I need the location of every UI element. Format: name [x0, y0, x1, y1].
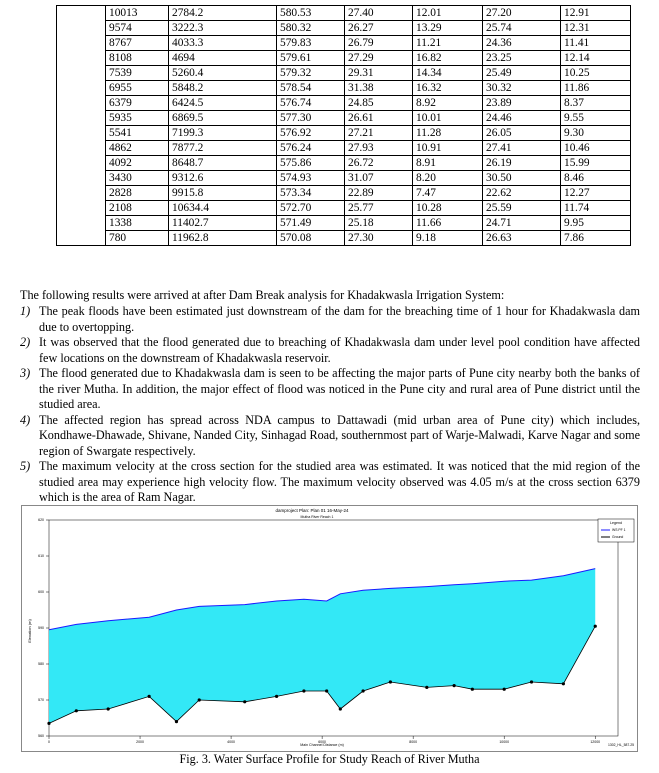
x-tick-label: 4000 — [227, 740, 235, 744]
table-cell: 13.29 — [413, 21, 483, 36]
table-cell: 10.46 — [561, 141, 631, 156]
table-cell: 7539 — [106, 66, 169, 81]
table-cell: 22.62 — [483, 186, 561, 201]
list-text: It was observed that the flood generated due to breaching of Khadakwasla dam under level pool condition have affected few locations on the downstream of Khadakwasla reservoir. — [39, 335, 640, 365]
table-cell: 9.30 — [561, 126, 631, 141]
ground-point — [503, 688, 506, 691]
table-cell: 10.91 — [413, 141, 483, 156]
legend — [598, 519, 634, 542]
table-cell: 580.32 — [277, 21, 345, 36]
chart-subheader: Mutha River Reach 1 — [300, 515, 334, 519]
y-tick-label: 610 — [38, 554, 44, 559]
table-row — [57, 21, 631, 36]
table-cell: 23.89 — [483, 96, 561, 111]
table-cell: 12.14 — [561, 51, 631, 66]
table-cell: 5541 — [106, 126, 169, 141]
y-tick-label: 580 — [38, 662, 44, 667]
table-cell: 11962.8 — [169, 231, 277, 246]
table-cell: 8.92 — [413, 96, 483, 111]
table-cell: 5935 — [106, 111, 169, 126]
table-cell: 12.27 — [561, 186, 631, 201]
list-item — [20, 366, 640, 413]
list-item — [20, 304, 640, 335]
ground-point — [530, 680, 533, 683]
table-cell: 577.30 — [277, 111, 345, 126]
table-row — [57, 156, 631, 171]
table-cell: 4092 — [106, 156, 169, 171]
table-cell: 5260.4 — [169, 66, 277, 81]
y-tick-label: 560 — [38, 734, 44, 739]
table-cell: 30.50 — [483, 171, 561, 186]
y-axis-label: Elevation (m) — [27, 619, 32, 643]
ground-point — [594, 625, 597, 628]
ground-point — [562, 682, 565, 685]
list-number: 5) — [20, 459, 31, 473]
table-row — [57, 81, 631, 96]
x-tick-label: 10000 — [499, 740, 510, 744]
table-cell: 6869.5 — [169, 111, 277, 126]
table-lead-cell — [57, 6, 106, 246]
y-tick-label: 600 — [38, 590, 44, 595]
table-cell: 11.21 — [413, 36, 483, 51]
table-cell: 573.34 — [277, 186, 345, 201]
table-cell: 29.31 — [345, 66, 413, 81]
table-cell: 576.24 — [277, 141, 345, 156]
x-axis-label: Main Channel Distance (m) — [300, 743, 344, 747]
legend-label-ground: Ground — [612, 535, 624, 540]
table-cell: 2828 — [106, 186, 169, 201]
table-cell: 8.46 — [561, 171, 631, 186]
table-cell: 27.93 — [345, 141, 413, 156]
profile-chart — [22, 506, 637, 751]
ground-point — [471, 688, 474, 691]
ground-point — [339, 707, 342, 710]
data-table — [56, 5, 631, 246]
table-row — [57, 171, 631, 186]
table-cell: 570.08 — [277, 231, 345, 246]
table-row — [57, 231, 631, 246]
table-cell: 27.20 — [483, 6, 561, 21]
list-number: 1) — [20, 304, 31, 318]
table-cell: 1338 — [106, 216, 169, 231]
ground-point — [175, 720, 178, 723]
table-cell: 30.32 — [483, 81, 561, 96]
table-cell: 10.28 — [413, 201, 483, 216]
table-cell: 26.05 — [483, 126, 561, 141]
table-cell: 7877.2 — [169, 141, 277, 156]
list-number: 4) — [20, 412, 31, 427]
table-cell: 4862 — [106, 141, 169, 156]
table-cell: 579.83 — [277, 36, 345, 51]
table-cell: 6424.5 — [169, 96, 277, 111]
table-cell: 11.41 — [561, 36, 631, 51]
list-text: The flood generated due to Khadakwasla dam is seen to be affecting the major parts of Pune city nearby both the banks of the river Mutha. In addition, the major effect of flood was noticed in the Pune city and rural area of Pune district until the studied area. — [39, 366, 640, 411]
results-list — [20, 304, 640, 506]
water-fill — [49, 569, 595, 724]
ground-point — [75, 709, 78, 712]
table-cell: 8648.7 — [169, 156, 277, 171]
table-cell: 3430 — [106, 171, 169, 186]
table-cell: 7.47 — [413, 186, 483, 201]
ground-point — [107, 707, 110, 710]
table-cell: 8.37 — [561, 96, 631, 111]
table-cell: 574.93 — [277, 171, 345, 186]
table-row — [57, 141, 631, 156]
figure-caption: Fig. 3. Water Surface Profile for Study Reach of River Mutha — [179, 752, 480, 766]
table-cell: 579.32 — [277, 66, 345, 81]
table-row — [57, 186, 631, 201]
table-cell: 16.82 — [413, 51, 483, 66]
table-row — [57, 126, 631, 141]
table-cell: 27.40 — [345, 6, 413, 21]
table-cell: 10634.4 — [169, 201, 277, 216]
ground-point — [302, 689, 305, 692]
table-row — [57, 111, 631, 126]
table-cell: 26.19 — [483, 156, 561, 171]
table-cell: 7.86 — [561, 231, 631, 246]
list-text: The affected region has spread across NDA campus to Dattawadi (mid urban area of Pune city) which includes, Kondhawe-Dhawade, Shivane, Nanded City, Sinhagad Road, southernmost part of Warje-Malwadi, Karve Nagar and some region of Swargate respectively. — [39, 412, 640, 458]
table-row — [57, 51, 631, 66]
ground-point — [243, 700, 246, 703]
corner-note: 1302_HL_587.25 — [607, 743, 634, 747]
table-cell: 11.66 — [413, 216, 483, 231]
y-tick-label: 570 — [38, 698, 44, 703]
table-cell: 26.27 — [345, 21, 413, 36]
ground-point — [148, 695, 151, 698]
chart-header: damproject Plan: Plan 01 16-May-24 — [275, 508, 349, 513]
table-cell: 8108 — [106, 51, 169, 66]
ground-point — [198, 698, 201, 701]
list-text: The maximum velocity at the cross section for the studied area was estimated. It was noticed that the mid region of the studied area may experience high velocity flow. The maximum velocity observed was 4.05 m/s at the cross section 6379 which is the area of Ram Nagar. — [39, 459, 640, 504]
table-cell: 11.74 — [561, 201, 631, 216]
y-tick-label: 620 — [38, 518, 44, 523]
table-cell: 10.01 — [413, 111, 483, 126]
ground-point — [361, 689, 364, 692]
table-cell: 23.25 — [483, 51, 561, 66]
table-cell: 27.41 — [483, 141, 561, 156]
list-number: 2) — [20, 335, 31, 349]
table-cell: 25.77 — [345, 201, 413, 216]
list-item — [20, 459, 640, 506]
table-cell: 27.21 — [345, 126, 413, 141]
y-tick-label: 590 — [38, 626, 44, 631]
ground-point — [325, 689, 328, 692]
table-cell: 572.70 — [277, 201, 345, 216]
ground-point — [425, 686, 428, 689]
intro-paragraph: The following results were arrived at after Dam Break analysis for Khadakwasla Irrigation System: — [20, 288, 505, 302]
legend-title: Legend — [610, 521, 622, 525]
table-body — [57, 6, 631, 246]
table-cell: 24.46 — [483, 111, 561, 126]
table-row — [57, 6, 631, 21]
table-cell: 10.25 — [561, 66, 631, 81]
table-cell: 24.71 — [483, 216, 561, 231]
ground-point — [47, 722, 50, 725]
table-cell: 27.29 — [345, 51, 413, 66]
ground-point — [275, 695, 278, 698]
water-surface-profile-figure — [21, 505, 638, 752]
table-cell: 31.07 — [345, 171, 413, 186]
table-cell: 5848.2 — [169, 81, 277, 96]
x-tick-label: 2000 — [136, 740, 144, 744]
table-row — [57, 216, 631, 231]
table-cell: 12.01 — [413, 6, 483, 21]
table-cell: 12.91 — [561, 6, 631, 21]
table-row — [57, 201, 631, 216]
table-cell: 4694 — [169, 51, 277, 66]
table-row — [57, 36, 631, 51]
x-tick-label: 6000 — [318, 740, 327, 744]
table-cell: 14.34 — [413, 66, 483, 81]
table-cell: 9574 — [106, 21, 169, 36]
table-cell: 578.54 — [277, 81, 345, 96]
list-number: 3) — [20, 366, 31, 380]
list-text: The peak floods have been estimated just downstream of the dam for the breaching time of 1 hour for Khadakwasla dam due to overtopping. — [39, 304, 640, 334]
table-cell: 8.91 — [413, 156, 483, 171]
table-cell: 4033.3 — [169, 36, 277, 51]
x-tick-label: 0 — [48, 740, 50, 744]
data-table-wrapper — [56, 5, 631, 246]
table-cell: 9915.8 — [169, 186, 277, 201]
table-cell: 9.55 — [561, 111, 631, 126]
table-cell: 6955 — [106, 81, 169, 96]
table-cell: 576.92 — [277, 126, 345, 141]
table-cell: 9312.6 — [169, 171, 277, 186]
table-cell: 26.79 — [345, 36, 413, 51]
table-cell: 9.18 — [413, 231, 483, 246]
table-row — [57, 96, 631, 111]
table-cell: 31.38 — [345, 81, 413, 96]
table-cell: 2784.2 — [169, 6, 277, 21]
table-cell: 3222.3 — [169, 21, 277, 36]
ground-point — [453, 684, 456, 687]
list-item — [20, 335, 640, 366]
table-cell: 8.20 — [413, 171, 483, 186]
table-cell: 26.61 — [345, 111, 413, 126]
table-cell: 15.99 — [561, 156, 631, 171]
table-cell: 9.95 — [561, 216, 631, 231]
x-tick-label: 8000 — [409, 740, 418, 744]
table-cell: 24.85 — [345, 96, 413, 111]
table-cell: 26.63 — [483, 231, 561, 246]
table-cell: 25.49 — [483, 66, 561, 81]
table-cell: 576.74 — [277, 96, 345, 111]
table-cell: 24.36 — [483, 36, 561, 51]
table-cell: 580.53 — [277, 6, 345, 21]
table-cell: 11.86 — [561, 81, 631, 96]
table-cell: 579.61 — [277, 51, 345, 66]
legend-label-ws: WS PF 1 — [612, 528, 626, 533]
table-cell: 11.28 — [413, 126, 483, 141]
table-cell: 8767 — [106, 36, 169, 51]
table-cell: 25.74 — [483, 21, 561, 36]
table-cell: 6379 — [106, 96, 169, 111]
table-cell: 780 — [106, 231, 169, 246]
table-cell: 22.89 — [345, 186, 413, 201]
table-cell: 27.30 — [345, 231, 413, 246]
table-cell: 7199.3 — [169, 126, 277, 141]
table-cell: 16.32 — [413, 81, 483, 96]
table-cell: 575.86 — [277, 156, 345, 171]
table-cell: 12.31 — [561, 21, 631, 36]
table-row — [57, 66, 631, 81]
table-cell: 25.18 — [345, 216, 413, 231]
table-cell: 26.72 — [345, 156, 413, 171]
table-cell: 25.59 — [483, 201, 561, 216]
x-tick-label: 12000 — [590, 740, 601, 744]
ground-point — [389, 680, 392, 683]
table-cell: 10013 — [106, 6, 169, 21]
table-cell: 11402.7 — [169, 216, 277, 231]
list-item — [20, 413, 640, 460]
table-cell: 571.49 — [277, 216, 345, 231]
table-cell: 2108 — [106, 201, 169, 216]
